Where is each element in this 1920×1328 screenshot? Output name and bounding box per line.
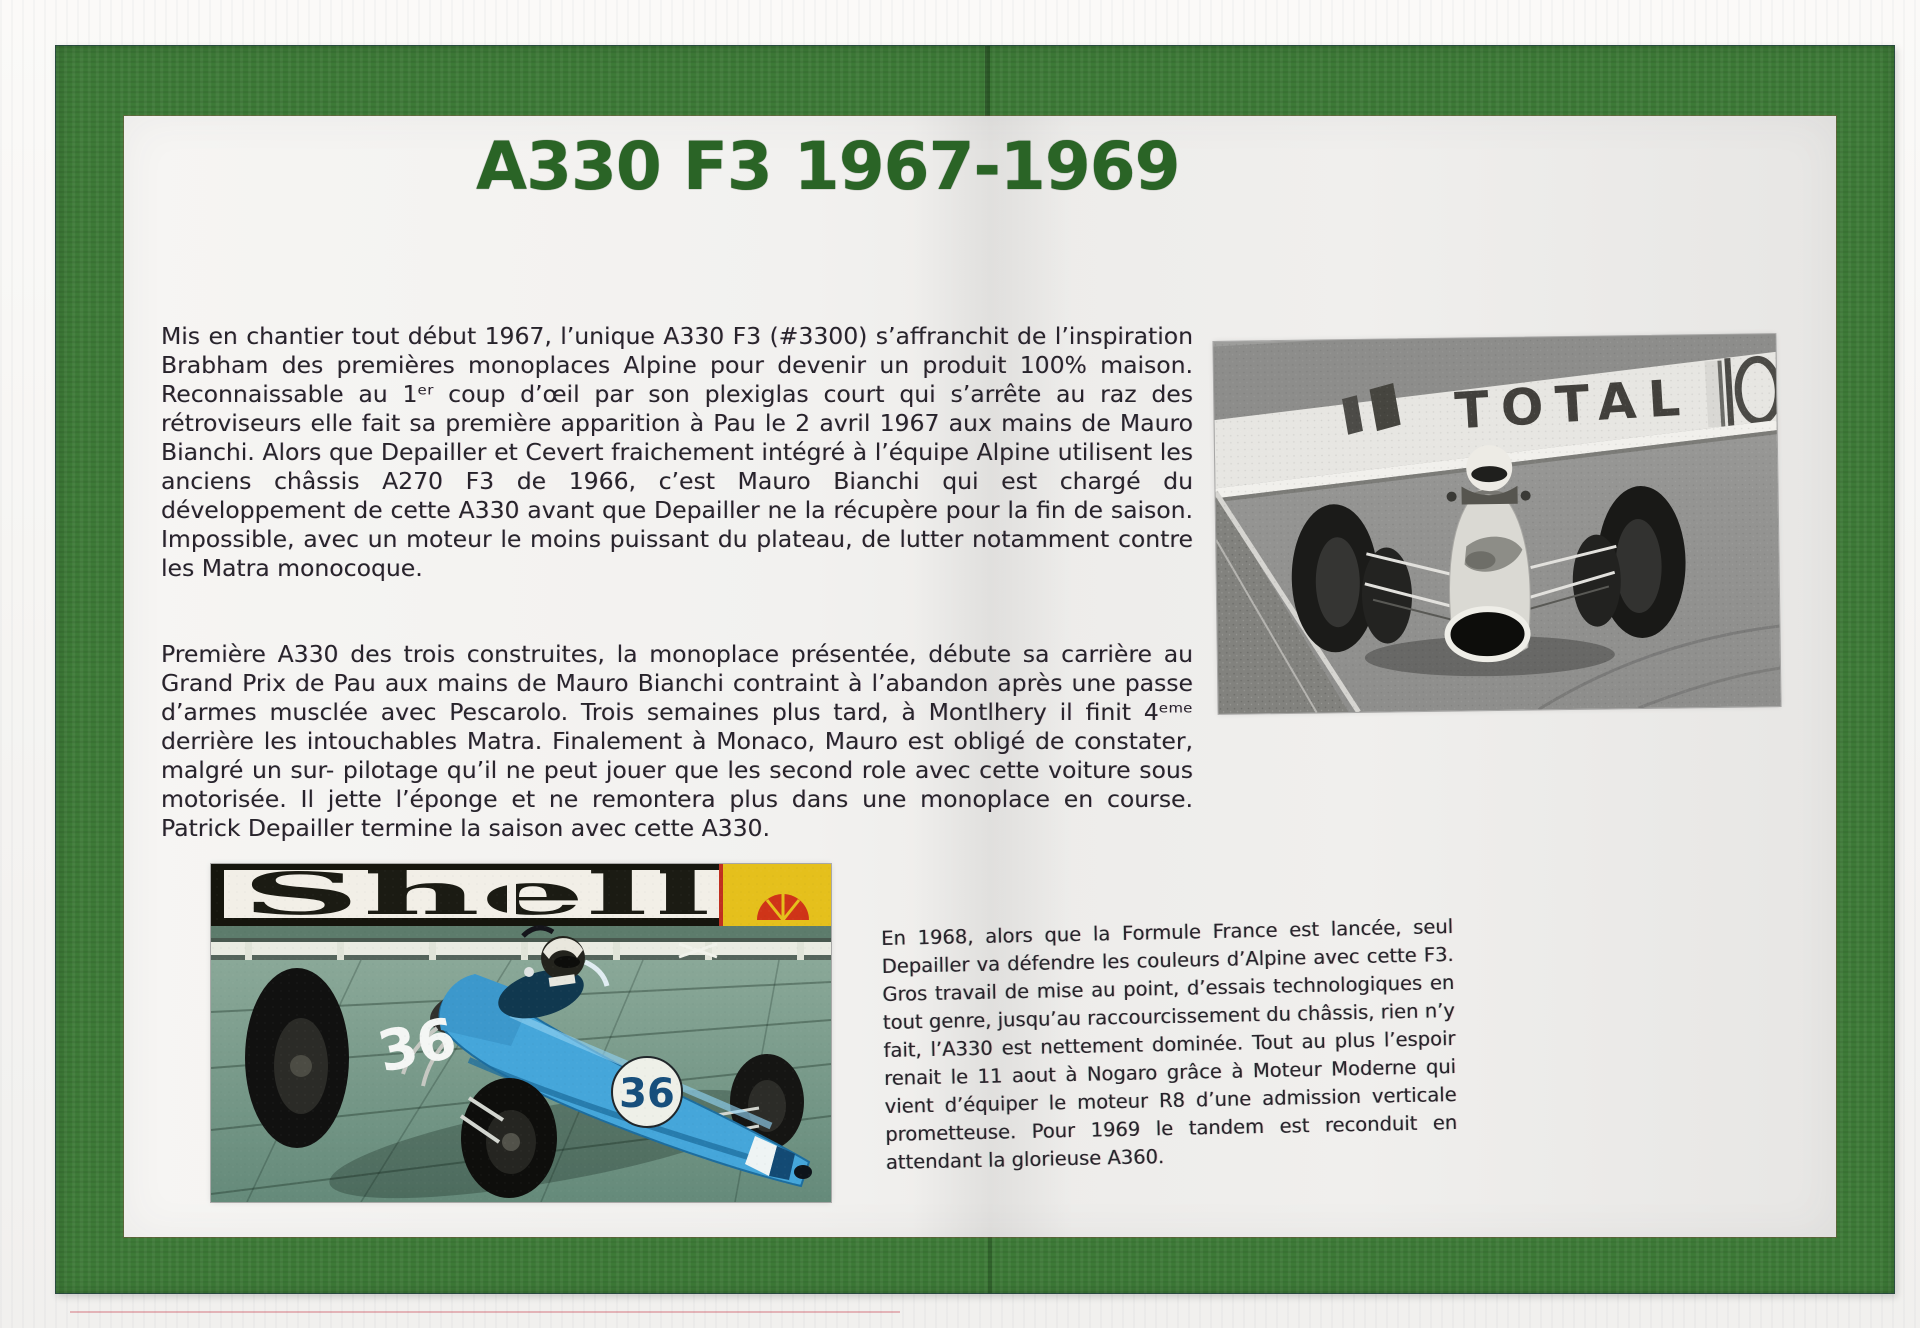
paragraph-1968-season: En 1968, alors que la Formule France est lancée, seul Depailler va défendre les couleurs d’Alpine avec cette F3. Gros travail de mise au point, d’essais technologiques en tout genre, jusqu’au raccourcissement du châssis, rien n’y fait, l’A330 est nettement dominée. Tout au plus l’espoir renait le 11 aout à Nogaro grâce à Moteur Moderne qui vient d’équiper le moteur R8 d’une admission verticale prometteuse. Pour 1969 le tandem est reconduit en attendant la glorieuse A360. — [881, 914, 1458, 1174]
green-border-frame — [55, 45, 1895, 1294]
paragraph-history-1967: Mis en chantier tout début 1967, l’unique A330 F3 (#3300) s’affranchit de l’inspiration Brabham des premières monoplaces Alpine pour devenir un produit 100% maison. Reconnaissable au 1ᵉʳ coup d’œil par son plexiglas court qui s’arrête au raz des rétroviseurs elle fait sa première apparition à Pau le 2 avril 1967 aux mains de Mauro Bianchi. Alors que Depailler et Cevert fraichement intégré à l’équipe Alpine utilisent les anciens châssis A270 F3 de 1966, c’est Mauro Bianchi qui est chargé du développement de cette A330 avant que Depailler ne la récupère pour la fin de saison. Impossible, avec un moteur le moins puissant du plateau, de lutter notamment contre les Matra monocoque. — [161, 321, 1193, 582]
booklet-page — [124, 116, 1836, 1237]
photo-blue-race-car — [211, 864, 831, 1202]
nose-intake — [1447, 609, 1528, 660]
page-title: A330 F3 1967-1969 — [476, 128, 1180, 205]
center-fold-notch-top — [985, 46, 990, 117]
paragraph-first-races: Première A330 des trois construites, la monoplace présentée, débute sa carrière au Grand Prix de Pau aux mains de Mauro Bianchi contraint à l’abandon après une passe d’armes musclée avec Pescarolo. Trois semaines plus tard, à Montlhery il finit 4ᵉᵐᵉ derrière les intouchables Matra. Finalement à Monaco, Mauro est obligé de constater, malgré un sur- pilotage qu’il ne peut jouer que les second role avec cette voiture sous motorisée. Il jette l’éponge et ne remontera plus dans une monoplace en course. Patrick Depailler termine la saison avec cette A330. — [161, 639, 1193, 842]
photo-race-car-bw — [1213, 334, 1780, 714]
center-fold-notch-bottom — [988, 1236, 992, 1293]
color-photo-illustration — [211, 864, 831, 1202]
page-edge-hairline — [70, 1311, 900, 1313]
bw-photo-illustration — [1213, 334, 1780, 714]
